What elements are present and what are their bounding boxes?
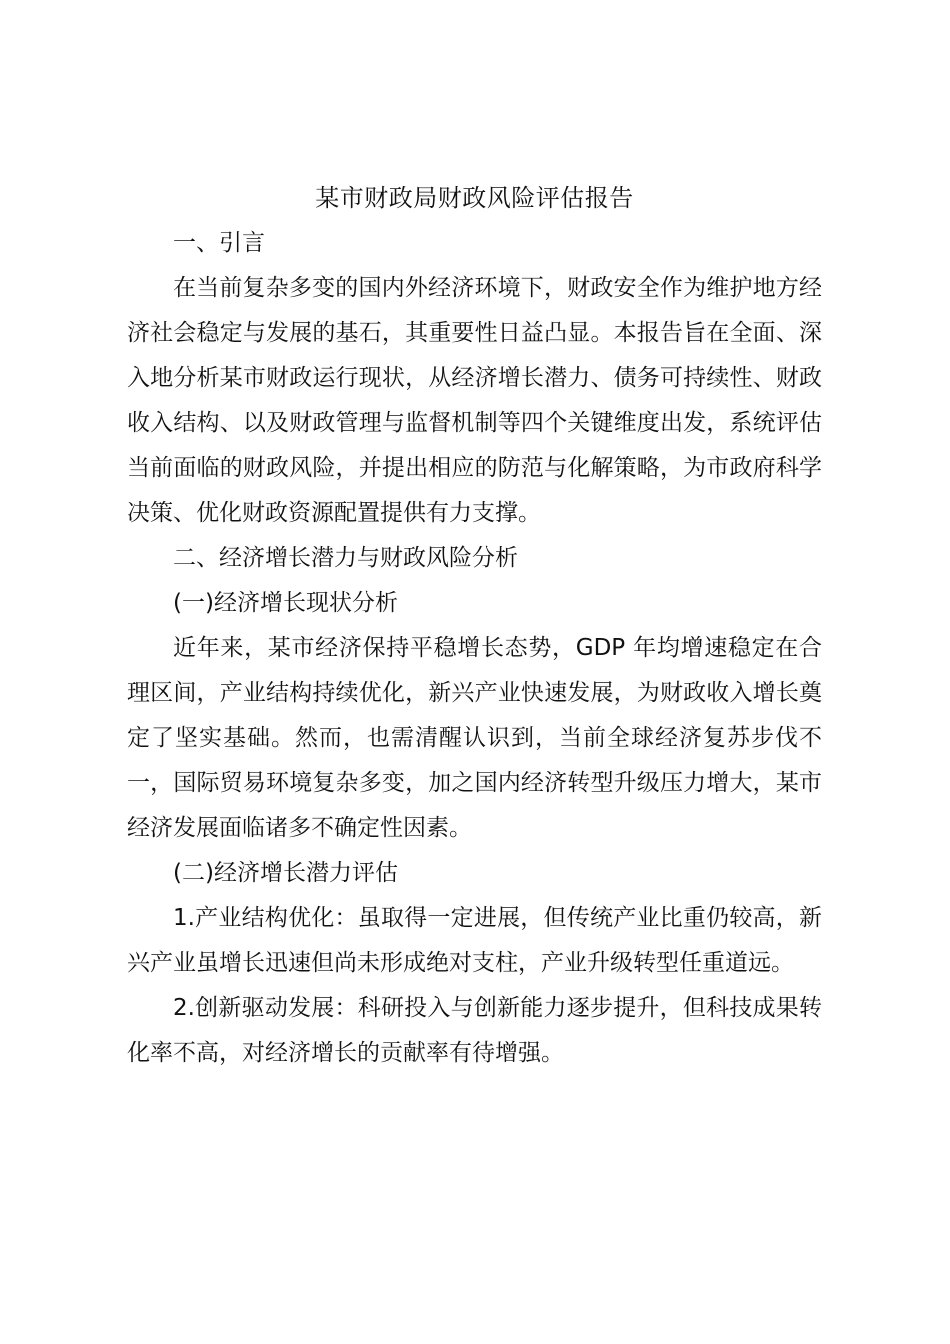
document-body <box>127 176 822 1076</box>
paragraph-introduction: 在当前复杂多变的国内外经济环境下，财政安全作为维护地方经济社会稳定与发展的基石，其重要性日益凸显。本报告旨在全面、深入地分析某市财政运行现状，从经济增长潜力、债务可持续性、财政收入结构、以及财政管理与监督机制等四个关键维度出发，系统评估当前面临的财政风险，并提出相应的防范与化解策略，为市政府科学决策、优化财政资源配置提供有力支撑。 <box>127 275 822 526</box>
heading-section-2: 二、经济增长潜力与财政风险分析 <box>173 545 518 571</box>
subheading-growth-potential: (二)经济增长潜力评估 <box>173 860 398 886</box>
list-item-innovation: 2.创新驱动发展：科研投入与创新能力逐步提升，但科技成果转化率不高，对经济增长的贡献率有待增强。 <box>127 995 822 1066</box>
list-item-industrial-structure: 1.产业结构优化：虽取得一定进展，但传统产业比重仍较高，新兴产业虽增长迅速但尚未形成绝对支柱，产业升级转型任重道远。 <box>127 905 822 976</box>
document-title: 某市财政局财政风险评估报告 <box>315 184 634 212</box>
paragraph-growth-status: 近年来，某市经济保持平稳增长态势，GDP 年均增速稳定在合理区间，产业结构持续优化，新兴产业快速发展，为财政收入增长奠定了坚实基础。然而，也需清醒认识到，当前全球经济复苏步伐不一，国际贸易环境复杂多变，加之国内经济转型升级压力增大，某市经济发展面临诸多不确定性因素。 <box>127 635 822 841</box>
heading-introduction: 一、引言 <box>173 230 265 256</box>
subheading-growth-status: (一)经济增长现状分析 <box>173 590 398 616</box>
